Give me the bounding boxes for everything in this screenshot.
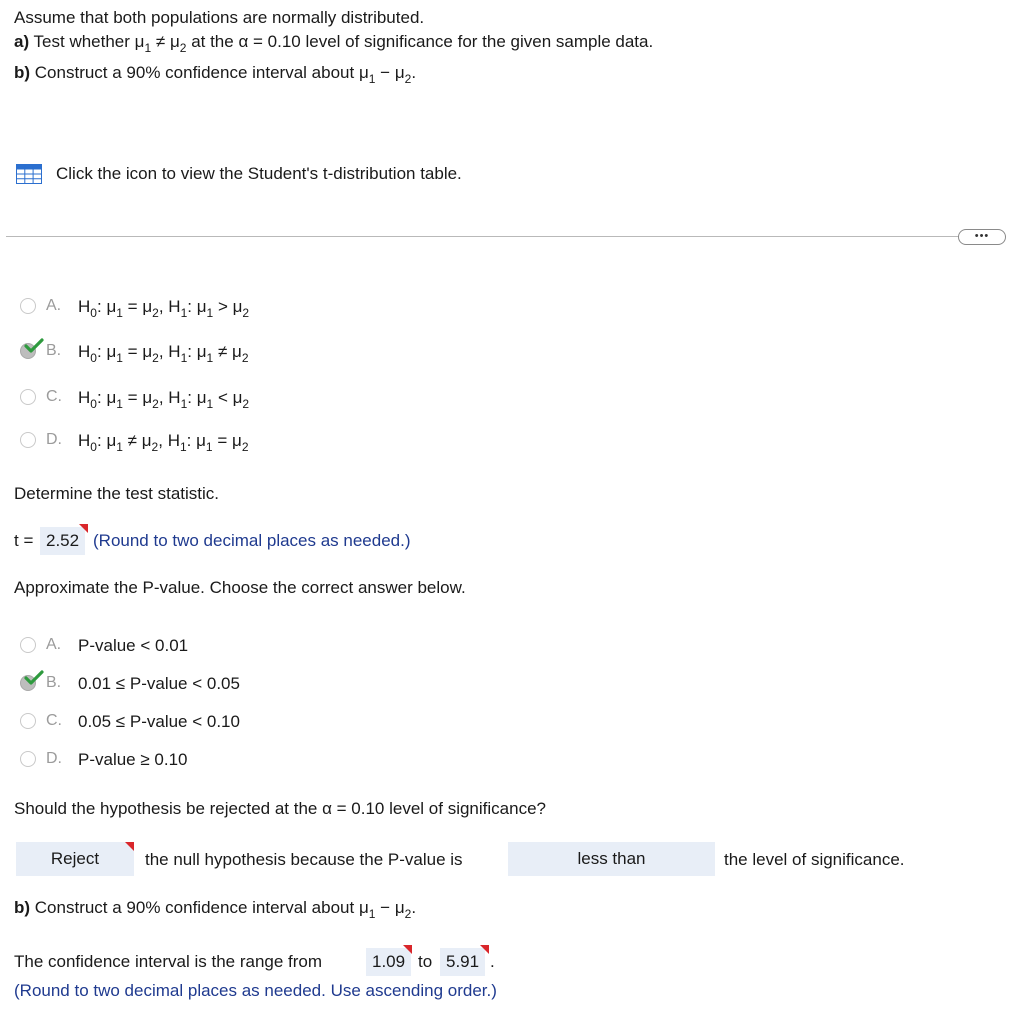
option-letter: B. xyxy=(46,674,62,691)
pvalue-prompt: Approximate the P-value. Choose the correct answer below. xyxy=(14,578,466,597)
hypothesis-option-a[interactable]: $H_0$: $\mu_1 = \mu_2$, $H_1$: $\mu_1 > \mu_2$ xyxy=(78,297,250,320)
pvalue-option-d[interactable]: P-value ≥ 0.10 xyxy=(78,750,188,769)
ci-to-text: to xyxy=(418,952,433,971)
answer-flag xyxy=(480,945,489,954)
option-letter: A. xyxy=(46,297,62,314)
comparison-dropdown[interactable]: less than xyxy=(508,842,715,876)
part-b-heading: b) Construct a 90% confidence interval about $\mu_1 - \mu_2$. xyxy=(14,898,417,921)
pvalue-option-a[interactable]: P-value < 0.01 xyxy=(78,636,189,655)
option-letter: D. xyxy=(46,431,62,448)
table-icon[interactable] xyxy=(16,164,42,184)
ci-upper-field[interactable]: 5.91 xyxy=(440,948,485,976)
t-hint: (Round to two decimal places as needed.) xyxy=(93,531,411,550)
answer-flag xyxy=(403,945,412,954)
hypothesis-option-b[interactable]: $H_0$: $\mu_1 = \mu_2$, $H_1$: $\mu_1 \ne \mu_2$ xyxy=(78,342,249,365)
ci-lower-field[interactable]: 1.09 xyxy=(366,948,411,976)
test-stat-prompt: Determine the test statistic. xyxy=(14,484,220,503)
t-label: t = xyxy=(14,531,34,550)
hypothesis-option-d[interactable]: $H_0$: $\mu_1 \ne \mu_2$, $H_1$: $\mu_1 = \mu_2$ xyxy=(78,431,249,454)
divider xyxy=(6,236,1006,237)
hypothesis-radio-d[interactable] xyxy=(20,432,36,448)
ci-period: . xyxy=(490,952,495,971)
t-value-field[interactable]: 2.52 xyxy=(40,527,85,555)
reject-dropdown[interactable]: Reject xyxy=(16,842,134,876)
t-table-link-text[interactable]: Click the icon to view the Student's t-distribution table. xyxy=(56,164,462,183)
answer-flag xyxy=(79,524,88,533)
pvalue-radio-d[interactable] xyxy=(20,751,36,767)
pvalue-option-c[interactable]: 0.05 ≤ P-value < 0.10 xyxy=(78,712,240,731)
hypothesis-radio-a[interactable] xyxy=(20,298,36,314)
option-letter: C. xyxy=(46,388,62,405)
pvalue-radio-a[interactable] xyxy=(20,637,36,653)
option-letter: B. xyxy=(46,342,62,359)
ci-prompt: The confidence interval is the range from xyxy=(14,952,323,971)
option-letter: D. xyxy=(46,750,62,767)
option-letter: C. xyxy=(46,712,62,729)
t-table-link[interactable] xyxy=(16,164,462,184)
decision-prompt: Should the hypothesis be rejected at the α = 0.10 level of significance? xyxy=(14,799,546,818)
answer-flag xyxy=(125,842,134,851)
check-icon xyxy=(24,670,44,686)
hypothesis-radio-c[interactable] xyxy=(20,389,36,405)
pvalue-radio-c[interactable] xyxy=(20,713,36,729)
more-button[interactable]: ••• xyxy=(958,229,1006,245)
pvalue-option-b[interactable]: 0.01 ≤ P-value < 0.05 xyxy=(78,674,240,693)
hypothesis-option-c[interactable]: $H_0$: $\mu_1 = \mu_2$, $H_1$: $\mu_1 < \mu_2$ xyxy=(78,388,250,411)
part-b-statement: b) Construct a 90% confidence interval about $\mu_1 - \mu_2$. xyxy=(14,63,417,86)
part-a-statement: a) Test whether $\mu_1 \ne \mu_2$ at the α = 0.10 level of significance for the given sample data. xyxy=(14,32,654,55)
intro-line-1: Assume that both populations are normally distributed. xyxy=(14,8,425,27)
option-letter: A. xyxy=(46,636,62,653)
check-icon xyxy=(24,338,44,354)
decision-middle-text: the null hypothesis because the P-value is xyxy=(145,850,463,869)
ci-hint: (Round to two decimal places as needed. Use ascending order.) xyxy=(14,981,497,1000)
decision-end-text: the level of significance. xyxy=(724,850,905,869)
